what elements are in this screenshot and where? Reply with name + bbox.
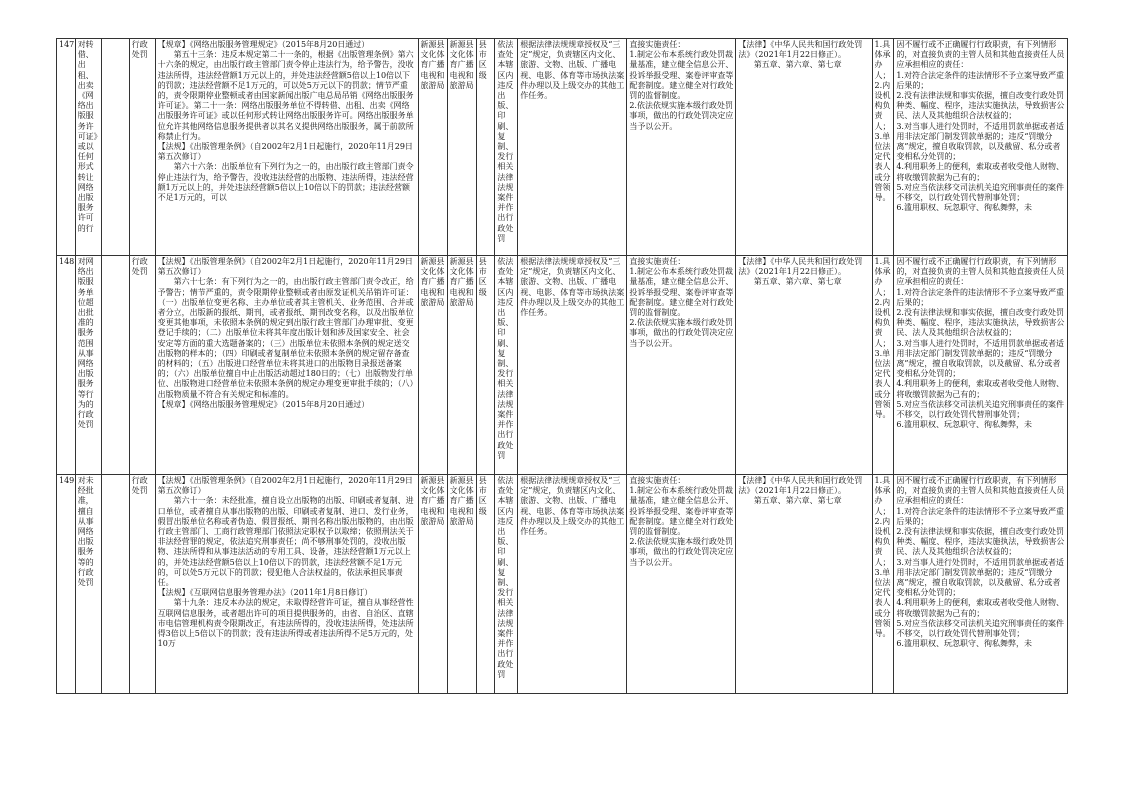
accountability-cell [894,256,1068,475]
procedure: 依法查处本辖区内违反出版、印刷、复制、发行相关法律法规案件并作出行政处罚 [497,40,514,243]
law-basis-text: 【法律】《中华人民共和国行政处罚法》（2021年1月22日修正）。 第五章、第六章、第七章 [738,40,863,70]
responsibility-cell [627,256,736,475]
law-basis-text: 【法律】《中华人民共和国行政处罚法》（2021年1月22日修正）。 第五章、第六章、第七章 [738,257,863,287]
legal-basis [156,256,418,474]
law-basis-cell [736,475,872,694]
row-number-cell [57,39,76,256]
table-row [57,475,1068,694]
legal-basis-paragraph: 第五十三条：违反本规定第二十一条的，根据《出版管理条例》第六十六条的规定，由出版行政主管部门责令停止违法行为，给予警告，没收违法所得，违法经营额1万元以上的，并处违法经营额5倍以上10倍以下的罚款；违法经营额不足1万元的，可以处5万元以下的罚款；情节严重的，责令限期停业整顿或者由国家新闻出版广电总局吊销《网络出版服务许可证》。第二十一条：网络出版服务单位不得转借、出租、出卖《网络出版服务许可证》或以任何形式转让网络出版服务许可。网络出版服务单位允许其他网络信息服务提供者以其名义提供网络出版服务，属于前款所称禁止行为。 [157,50,414,141]
legal-basis-paragraph: 第六十一条：未经批准，擅自设立出版物的出版、印刷或者复制、进口单位，或者擅自从事出版物的出版、印刷或者复制、进口、发行业务，假冒出版单位名称或者伪造、假冒报纸、期刊名称出版出版物的，由出版行政主管部门、工商行政管理部门依照法定职权予以取缔；依照刑法关于非法经营罪的规定，依法追究刑事责任；尚不够刑事处罚的，没收出版物、违法所得和从事违法活动的专用工具、设备，违法经营额1万元以上的，并处违法经营额5倍以上10倍以下的罚款，违法经营额不足1万元的，可以处5万元以下的罚款；侵犯他人合法权益的，依法承担民事责任。 [157,496,414,588]
procedure-cell [495,256,518,475]
exercise-level-cell [476,39,495,256]
table-row [57,39,1068,256]
duty-text: 根据法律法规规章授权及“三定”规定，负责辖区内文化、旅游、文物、出版、广播电视、电影、体育等市场执法案件办理以及上级交办的其他工作任务。 [520,476,625,537]
power-type-cell [129,256,155,475]
legal-basis-paragraph: 【法规】《出版管理条例》（自2002年2月1日起施行，2020年11月29日第五次修订） [157,476,413,496]
item-name-cell [75,256,101,475]
implementing-dept-cell [418,475,447,694]
legal-basis-paragraph: 【规章】《网络出版服务管理规定》（2015年8月20日通过） [157,399,370,409]
responsible-dept: 新源县文化体育广播电视和旅游局 [449,257,474,307]
legal-basis-paragraph: 第六十七条：有下列行为之一的，由出版行政主管部门责令改正，给予警告；情节严重的，责令限期停业整顿或者由原发证机关吊销许可证：（一）出版单位变更名称、主办单位或者其主管机关、业务范围、合并或者分立，出版新的报纸、期刊，或者报纸、期刊改变名称，以及出版单位变更其他事项，未依照本条例的规定到出版行政主管部门办理审批、变更登记手续的；（二）出版单位未将其年度出版计划和涉及国家安全、社会安定等方面的重大选题备案的；（三）出版单位未依照本条例的规定送交出版物的样本的；（四）印刷或者复制单位未依照本条例的规定留存备查的材料的；（五）出版进口经营单位未将其进口的出版物目录报送备案的；（六）出版单位擅自中止出版活动超过180日的；（七）出版物发行单位、出版物进口经营单位未依照本条例的规定办理变更审批手续的；（八）出版物质量不符合有关规定和标准的。 [157,277,414,399]
responsibility-cell [627,475,736,694]
responsibility-text: 直接实施责任： 1.制定公布本系统行政处罚裁量基准，建立健全信息公开、投诉举报受理、案卷评审查等配套制度。建立健全对行政处罚的监督制度。 2.依法依规实施本级行政处罚事项，做出的行政处罚决定应当予以公开。 [629,257,734,348]
table-row [57,256,1068,475]
responsibility-text: 直接实施责任： 1.制定公布本系统行政处罚裁量基准，建立健全信息公开、投诉举报受理、案卷评审查等配套制度。建立健全对行政处罚的监督制度。 2.依法依规实施本级行政处罚事项，做出的行政处罚决定应当予以公开。 [629,40,734,131]
implementing-dept: 新源县文化体育广播电视和旅游局 [420,257,445,307]
subject-cell [872,475,894,694]
law-basis-text: 【法律】《中华人民共和国行政处罚法》（2021年1月22日修正）。 第五章、第六章、第七章 [738,476,863,506]
procedure: 依法查处本辖区内违反出版、印刷、复制、发行相关法律法规案件并作出行政处罚 [497,257,514,460]
item-name: 对未经批准，擅自从事网络出版服务等的行政处罚 [77,476,94,588]
empty-cell [101,475,129,694]
power-type-cell [129,39,155,256]
legal-basis-paragraph: 第十九条：违反本办法的规定，未取得经营许可证，擅自从事经营性互联网信息服务，或者超出许可的项目提供服务的，由省、自治区、直辖市电信管理机构责令限期改正，有违法所得的，没收违法所得，处违法所得3倍以上5倍以下的罚款；没有违法所得或者违法所得不足5万元的，处10万 [157,598,414,649]
row-number: 148 [59,257,75,266]
legal-basis-paragraph: 【规章】《网络出版服务管理规定》（2015年8月20日通过） [157,40,370,49]
power-list-table [56,38,1068,694]
responsible-dept-cell [447,39,476,256]
item-name-cell [75,39,101,256]
responsible-dept: 新源县文化体育广播电视和旅游局 [449,476,474,526]
accountability-cell [894,475,1068,694]
exercise-level: 县市区级 [478,40,487,80]
responsible-dept-cell [447,475,476,694]
accountability-text: 因不履行或不正确履行行政职责，有下列情形的，对直接负责的主管人员和其他直接责任人员应承担相应的责任： 1.对符合法定条件的违法情形不予立案导致严重后果的； 2.没有法律法规和事实依据，擅自改变行政处罚种类、幅度、程序，违法实施执法，导致损害公民、法人及其他组织合法权益的； 3.对当事人进行处罚时，不适用罚款单据或者适用非法定部门制发罚款单据的；违反“罚缴分离”规定，擅自收取罚款，以及截留、私分或者变相私分处罚的； 4.利用职务上的便利，索取或者收受他人财物、将收缴罚款据为己有的； 5.对应当依法移交司法机关追究刑事责任的案件不移交，以行政处罚代替刑事处罚； 6.滥用职权、玩忽职守、徇私舞弊，未 [896,257,1065,430]
exercise-level-cell [476,475,495,694]
implementing-dept-cell [418,256,447,475]
row-number-cell [57,256,76,475]
subject-cell [872,256,894,475]
power-type: 行政处罚 [131,257,148,277]
responsible-subject: 1.具体承办人；2.内设机构负责人；3.单位法定代表人或分管领导。 [874,40,891,203]
legal-basis-paragraph: 第六十六条：出版单位有下列行为之一的，由出版行政主管部门责令停止违法行为，给予警告，没收违法经营的出版物、违法所得，违法经营额1万元以上的，并处违法经营额5倍以上10倍以下的罚款；违法经营额不足1万元的，可以 [157,162,414,203]
responsibility-cell [627,39,736,256]
power-type: 行政处罚 [131,40,148,60]
accountability-cell [894,39,1068,256]
exercise-level: 县市区级 [478,476,487,516]
responsible-dept: 新源县文化体育广播电视和旅游局 [449,40,474,90]
subject-cell [872,39,894,256]
accountability-text: 因不履行或不正确履行行政职责，有下列情形的，对直接负责的主管人员和其他直接责任人员应承担相应的责任： 1.对符合法定条件的违法情形不予立案导致严重后果的； 2.没有法律法规和事实依据，擅自改变行政处罚种类、幅度、程序，违法实施执法，导致损害公民、法人及其他组织合法权益的； 3.对当事人进行处罚时，不适用罚款单据或者适用非法定部门制发罚款单据的；违反“罚缴分离”规定，擅自收取罚款，以及截留、私分或者变相私分处罚的； 4.利用职务上的便利，索取或者收受他人财物、将收缴罚款据为己有的； 5.对应当依法移交司法机关追究刑事责任的案件不移交，以行政处罚代替刑事处罚； 6.滥用职权、玩忽职守、徇私舞弊，未 [896,476,1065,649]
responsible-dept-cell [447,256,476,475]
empty-cell [101,256,129,475]
duty-cell [518,256,627,475]
duty-text: 根据法律法规规章授权及“三定”规定，负责辖区内文化、旅游、文物、出版、广播电视、电影、体育等市场执法案件办理以及上级交办的其他工作任务。 [520,257,625,318]
exercise-level-cell [476,256,495,475]
responsible-subject: 1.具体承办人；2.内设机构负责人；3.单位法定代表人或分管领导。 [874,476,891,639]
item-name: 对网络出版服务单位超出批准的服务范围从事网络出版服务等行为的行政处罚 [77,257,94,430]
legal-basis [156,39,418,255]
implementing-dept: 新源县文化体育广播电视和旅游局 [420,40,445,90]
row-number: 147 [59,40,75,49]
legal-basis-cell [155,256,418,475]
law-basis-cell [736,39,872,256]
item-name: 对转借、出租、出卖《网络出版服务许可证》或以任何形式转让网络出版服务许可的行 [77,40,98,233]
legal-basis-paragraph: 【法规】《出版管理条例》（自2002年2月1日起施行，2020年11月29日第五次修订） [157,142,413,162]
duty-cell [518,39,627,256]
power-type-cell [129,475,155,694]
item-name-cell [75,475,101,694]
exercise-level: 县市区级 [478,257,487,297]
responsibility-text: 直接实施责任： 1.制定公布本系统行政处罚裁量基准，建立健全信息公开、投诉举报受理、案卷评审查等配套制度。建立健全对行政处罚的监督制度。 2.依法依规实施本级行政处罚事项，做出的行政处罚决定应当予以公开。 [629,476,734,567]
row-number: 149 [59,476,75,485]
law-basis-cell [736,256,872,475]
responsible-subject: 1.具体承办人；2.内设机构负责人；3.单位法定代表人或分管领导。 [874,257,891,420]
legal-basis [156,475,418,693]
implementing-dept: 新源县文化体育广播电视和旅游局 [420,476,445,526]
legal-basis-cell [155,475,418,694]
empty-cell [101,39,129,256]
legal-basis-paragraph: 【法规】《互联网信息服务管理办法》（2011年1月8日修订） [157,588,373,598]
duty-cell [518,475,627,694]
power-type: 行政处罚 [131,476,148,496]
legal-basis-cell [155,39,418,256]
legal-basis-paragraph: 【法规】《出版管理条例》（自2002年2月1日起施行，2020年11月29日第五次修订） [157,257,413,277]
row-number-cell [57,475,76,694]
implementing-dept-cell [418,39,447,256]
procedure: 依法查处本辖区内违反出版、印刷、复制、发行相关法律法规案件并作出行政处罚 [497,476,514,679]
procedure-cell [495,39,518,256]
procedure-cell [495,475,518,694]
duty-text: 根据法律法规规章授权及“三定”规定，负责辖区内文化、旅游、文物、出版、广播电视、电影、体育等市场执法案件办理以及上级交办的其他工作任务。 [520,40,625,101]
accountability-text: 因不履行或不正确履行行政职责，有下列情形的，对直接负责的主管人员和其他直接责任人员应承担相应的责任： 1.对符合法定条件的违法情形不予立案导致严重后果的； 2.没有法律法规和事实依据，擅自改变行政处罚种类、幅度、程序，违法实施执法，导致损害公民、法人及其他组织合法权益的； 3.对当事人进行处罚时，不适用罚款单据或者适用非法定部门制发罚款单据的；违反“罚缴分离”规定，擅自收取罚款，以及截留、私分或者变相私分处罚的； 4.利用职务上的便利，索取或者收受他人财物、将收缴罚款据为己有的； 5.对应当依法移交司法机关追究刑事责任的案件不移交，以行政处罚代替刑事处罚； 6.滥用职权、玩忽职守、徇私舞弊，未 [896,40,1065,213]
